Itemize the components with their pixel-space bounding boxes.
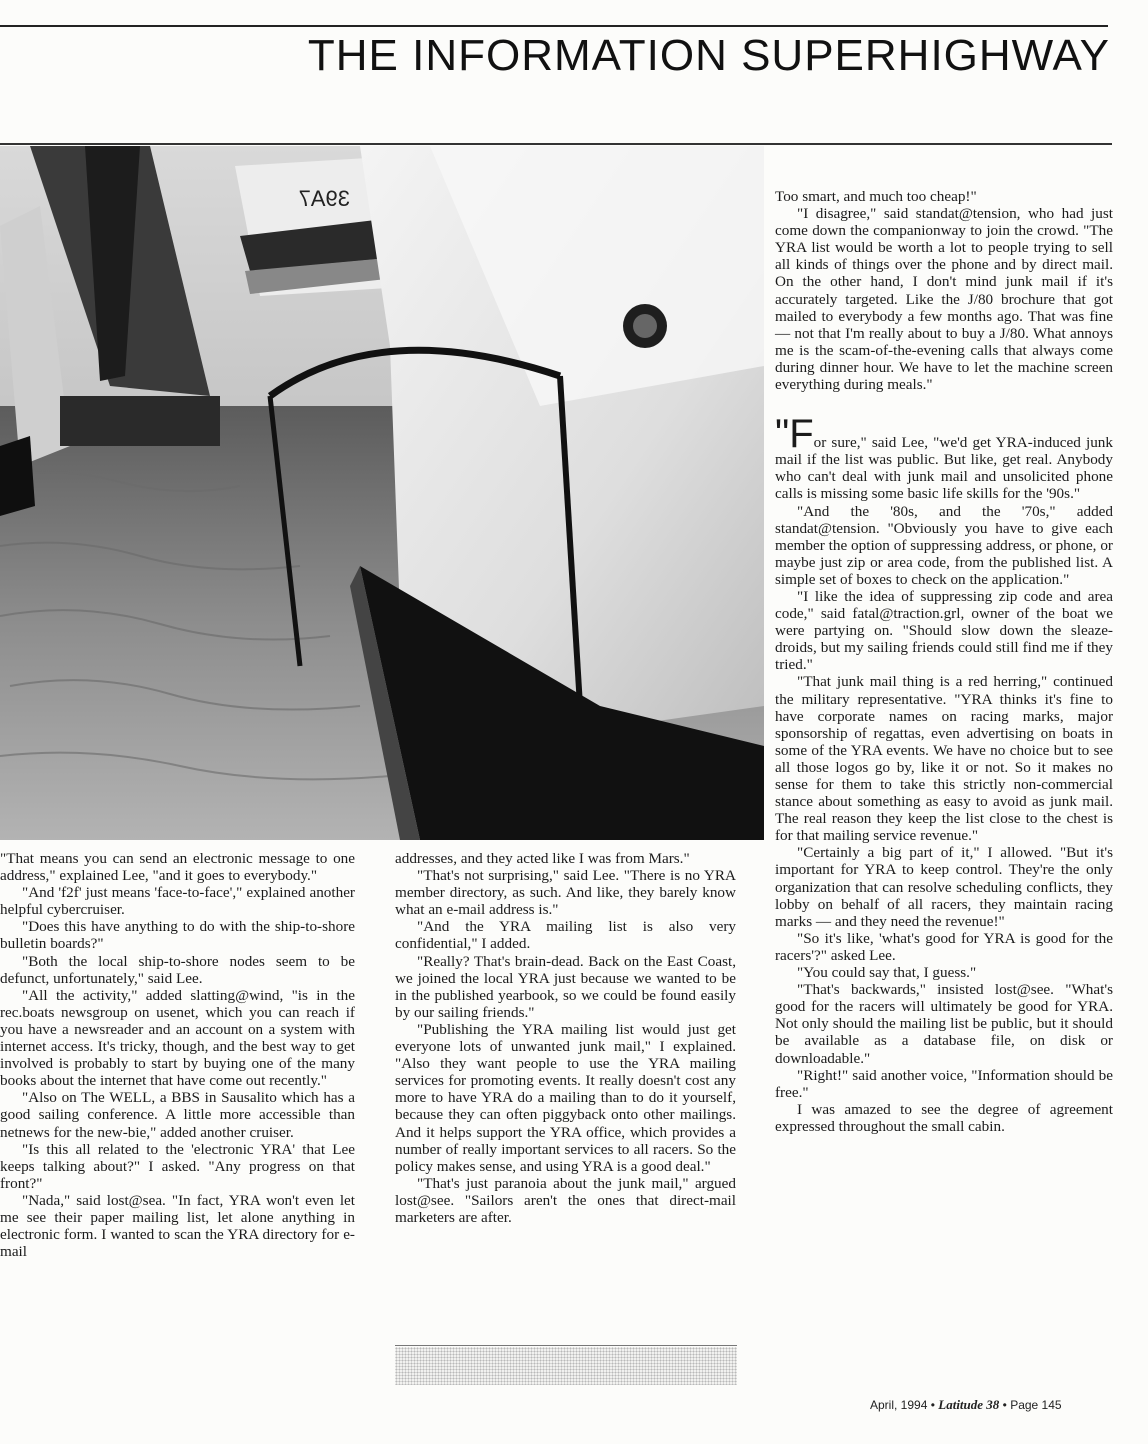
paragraph: "Certainly a big part of it," I allowed. "But it's important for YRA to keep control. They're the only organization that can resolve scheduling conflicts, they lobby on behalf of all racers, they maintain racing marks — and they need the revenue!" <box>775 844 1113 930</box>
top-rule <box>0 25 1108 27</box>
footer-date: April, 1994 <box>870 1398 928 1412</box>
paragraph: "That means you can send an electronic message to one address," explained Lee, "and it goes to everybody." <box>0 850 355 885</box>
paragraph: "Publishing the YRA mailing list would just get everyone lots of unwanted junk mail," I explained. "Also they want people to use the YRA mailing services for promoting events. It really doesn't cost any more to have YRA do a mailing than to do it yourself, because they can often piggyback onto other mailings. And it helps support the YRA office, which provides a number of really important services to all racers. So the policy makes sense, and using YRA is a good deal." <box>395 1020 736 1175</box>
paragraph: "That's backwards," insisted lost@see. "What's good for the racers will ultimately be good for YRA. Not only should the mailing list be public, but it should be available as a database file, on disk or downloadable." <box>775 981 1113 1067</box>
paragraph: "All the activity," added slatting@wind, "is in the rec.boats newsgroup on usenet, which you can reach if you have a newsreader and an account on a system with internet access. It's tricky, though, and the best way to get involved is probably to start by buying one of the many books about the internet that have come out recently." <box>0 986 355 1090</box>
halftone-box <box>395 1347 737 1385</box>
column-rule <box>395 1345 737 1346</box>
footer-bullet: • <box>930 1398 935 1412</box>
column-middle <box>395 850 736 1226</box>
paragraph: "I like the idea of suppressing zip code and area code," said fatal@traction.grl, owner of the boat we were partying on. "Should slow down the sleaze-droids, but my sailing friends could still find me if they tried." <box>775 587 1113 674</box>
paragraph: "Right!" said another voice, "Information should be free." <box>775 1066 1113 1101</box>
paragraph: "Both the local ship-to-shore nodes seem to be defunct, unfortunately," said Lee. <box>0 952 355 987</box>
headline-rule <box>0 143 1112 145</box>
paragraph: "So it's like, 'what's good for YRA is good for the racers'?" asked Lee. <box>775 929 1113 964</box>
page-headline: THE INFORMATION SUPERHIGHWAY <box>307 31 1110 80</box>
paragraph: "And the '80s, and the '70s," added standat@tension. "Obviously you have to give each member the option of suppressing address, or phone, or maybe just zip or area code, from the published list. A simple set of boxes to check on the application." <box>775 502 1113 588</box>
paragraph: "That's just paranoia about the junk mail," argued lost@see. "Sailors aren't the ones that direct-mail marketers are after. <box>395 1174 736 1226</box>
paragraph: "You could say that, I guess." <box>797 964 977 982</box>
paragraph: "And 'f2f' just means 'face-to-face'," explained another helpful cybercruiser. <box>0 884 355 919</box>
paragraph: "I disagree," said standat@tension, who had just come down the companionway to join the crowd. "The YRA list would be worth a lot to people trying to sell all kinds of things over the phone and by direct mail. On the other hand, I don't mind junk mail if it's accurately targeted. Like the J/80 brochure that got mailed to everybody a few months ago. That was fine — not that I'm really about to buy a J/80. What annoys me is the scam-of-the-evening calls that always come during dinner hour. We have to let the machine screen everything during meals." <box>775 205 1113 394</box>
paragraph: "Really? That's brain-dead. Back on the East Coast, we joined the local YRA just because we wanted to be in the published yearbook, so we could be found easily by our sailing friends." <box>395 952 736 1021</box>
footer-magazine: Latitude 38 <box>938 1397 1000 1412</box>
sailboat-photo <box>0 146 764 840</box>
dropcap-paragraph-text: or sure," said Lee, "we'd get YRA-induced junk mail if the list was public. But like, get real. Anybody who can't deal with junk mail and unsolicited phone calls is missing some basic life skills for the '90s." <box>775 434 1113 503</box>
paragraph: "And the YRA mailing list is also very confidential," I added. <box>395 918 736 953</box>
dropcap-paragraph <box>775 412 1113 503</box>
paragraph: I was amazed to see the degree of agreement expressed throughout the small cabin. <box>775 1100 1113 1135</box>
paragraph: Too smart, and much too cheap!" <box>775 188 977 205</box>
footer-page: Page 145 <box>1010 1398 1062 1412</box>
column-right <box>775 188 1113 1135</box>
paragraph: "Is this all related to the 'electronic YRA' that Lee keeps talking about?" I asked. "Any progress on that front?" <box>0 1140 355 1192</box>
page-footer <box>870 1397 1110 1413</box>
footer-bullet: • <box>1002 1398 1007 1412</box>
paragraph: addresses, and they acted like I was from Mars." <box>395 850 690 867</box>
sail-number: 39A7 <box>298 186 350 211</box>
paragraph: "Nada," said lost@sea. "In fact, YRA won't even let me see their paper mailing list, let alone anything in electronic form. I wanted to scan the YRA directory for e-mail <box>0 1191 355 1261</box>
paragraph: "That's not surprising," said Lee. "There is no YRA member directory, as such. And like, they barely know what an e-mail address is." <box>395 867 736 919</box>
dropcap: "F <box>775 412 814 457</box>
column-left <box>0 850 355 1260</box>
paragraph: "That junk mail thing is a red herring," continued the military representative. "YRA thinks it's fine to have corporate names on racing marks, major sponsorship of regattas, even advertising on boats in some of the YRA events. We have no choice but to see all those logos go by, like it or not. So it makes no sense for them to take this strictly non-commercial stance about something as easy to avoid as junk mail. The real reason they keep the list close to the chest is for that mailing service revenue." <box>775 673 1113 845</box>
paragraph: "Also on The WELL, a BBS in Sausalito which has a good sailing conference. A little more accessible than netnews for the new-bie," added another cruiser. <box>0 1089 355 1141</box>
paragraph: "Does this have anything to do with the ship-to-shore bulletin boards?" <box>0 918 355 953</box>
